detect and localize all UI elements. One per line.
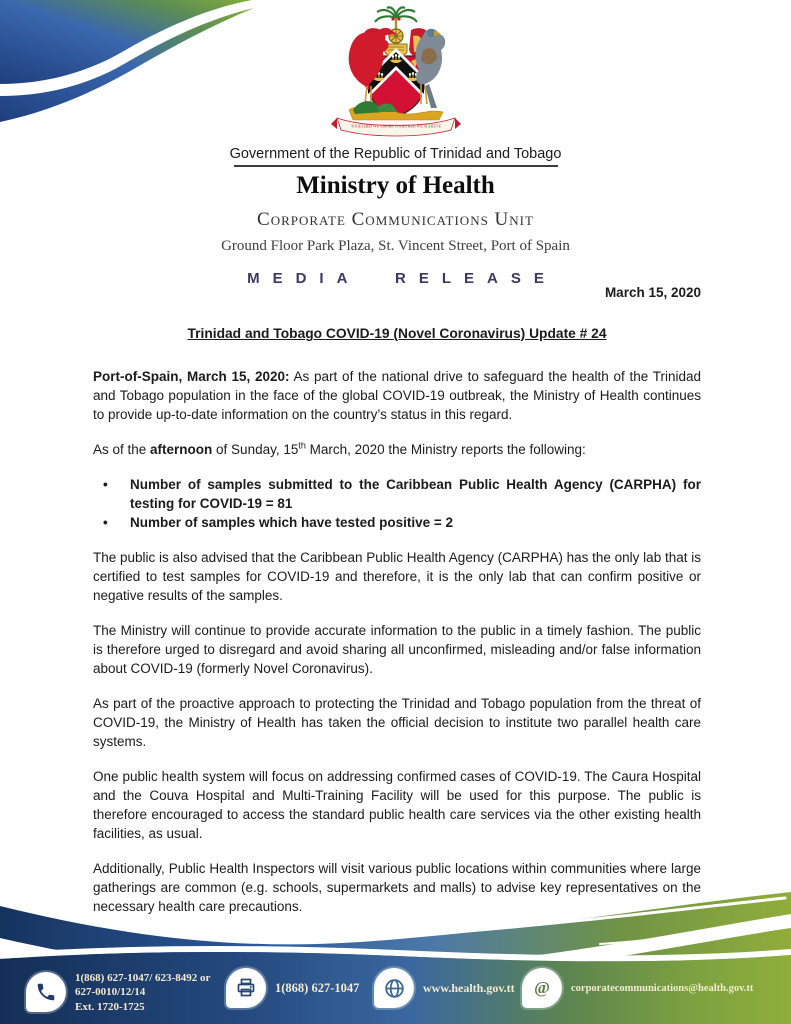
fax-number <box>275 981 359 996</box>
motto-ribbon <box>331 118 461 136</box>
fax-icon <box>235 977 257 999</box>
paragraph-parallel-systems: As part of the proactive approach to protecting the Trinidad and Tobago population from the threat of COVID-19, the Ministry of Health has taken the official decision to institute two parallel health care systems. <box>93 696 701 749</box>
phone-line-2: 627-0010/12/14 <box>75 986 146 998</box>
paragraph-inspectors: Additionally, Public Health Inspectors will visit various public locations within communities where large gatherings are common (e.g. schools, supermarkets and malls) to advise key representatives on the necessary health care precautions. <box>93 861 701 914</box>
release-title: Trinidad and Tobago COVID-19 (Novel Coronavirus) Update # 24 <box>187 326 607 341</box>
paragraph-carpha-lab: The public is also advised that the Caribbean Public Health Agency (CARPHA) has the only lab that is certified to test samples for COVID-19 and therefore, it is the only lab that can confirm positive or negative results of the samples. <box>93 550 701 603</box>
masthead-divider <box>234 165 558 167</box>
globe-icon <box>383 977 406 1000</box>
fax-badge <box>226 968 266 1008</box>
motto-text: TOGETHER WE ASPIRE TOGETHER WE ACHIEVE <box>350 123 441 129</box>
asof-text-3: March, 2020 the Ministry reports the following: <box>305 442 586 457</box>
asof-bold: afternoon <box>150 442 213 457</box>
contact-fax <box>226 968 359 1008</box>
phone-numbers <box>75 971 210 1015</box>
svg-text:@: @ <box>534 978 550 997</box>
dateline-bold: Port-of-Spain, March 15, 2020: <box>93 369 290 384</box>
asof-text-1: As of the <box>93 442 151 457</box>
contact-website <box>374 968 515 1008</box>
phone-line-1: 1(868) 627-1047/ 623-8492 or <box>75 971 211 984</box>
stats-bullet-list <box>93 475 701 532</box>
website-line: www.health.gov.tt <box>423 980 515 995</box>
media-release-heading: MEDIA RELEASE <box>247 270 557 287</box>
email-address[interactable] <box>571 983 753 994</box>
ordinal-superscript: th <box>298 440 306 451</box>
email-icon <box>531 977 553 999</box>
footer-contact-bar <box>0 950 791 1024</box>
masthead <box>0 6 791 287</box>
email-line: corporatecommunications@health.gov.tt <box>571 982 754 994</box>
paragraph-hospitals: One public health system will focus on addressing confirmed cases of COVID-19. The Caura Hospital and the Couva Hospital and Multi-Training Facility will be used for this purpose. The public is therefore encouraged to access the standard public health care services via the other existing health facilities, as usual. <box>93 769 701 841</box>
email-badge <box>522 968 562 1008</box>
globe-badge <box>374 968 414 1008</box>
asof-text-2: of Sunday, 15 <box>212 442 299 457</box>
address-line: Ground Floor Park Plaza, St. Vincent Street, Port of Spain <box>221 238 570 254</box>
ministry-title: Ministry of Health <box>296 172 495 199</box>
paragraph-intro-text: As part of the national drive to safeguard the health of the Trinidad and Tobago population in the face of the global COVID-19 outbreak, the Ministry of Health continues to provide up-to-date information on the country’s status in this regard. <box>93 369 701 422</box>
paragraph-intro <box>93 367 701 424</box>
phone-icon <box>35 981 57 1003</box>
phone-line-3: Ext. 1720-1725 <box>75 1000 145 1013</box>
website-url[interactable] <box>423 981 515 996</box>
fax-line-1: 1(868) 627-1047 <box>275 980 360 995</box>
government-line: Government of the Republic of Trinidad and Tobago <box>229 146 562 162</box>
bullet-samples-positive: • Number of samples which have tested positive = 2 <box>130 513 701 532</box>
contact-phone <box>26 971 210 1015</box>
contact-email <box>522 968 753 1008</box>
paragraph-asof <box>93 440 701 459</box>
release-date: March 15, 2020 <box>604 285 701 300</box>
phone-badge <box>26 972 66 1012</box>
document-body <box>93 283 701 932</box>
paragraph-accurate-info: The Ministry will continue to provide accurate information to the public in a timely fashion. The public is therefore urged to disregard and avoid sharing all unconfirmed, misleading and/or false information about COVID-19 (formerly Novel Coronavirus). <box>93 623 701 676</box>
unit-line: Corporate Communications Unit <box>257 209 534 230</box>
bullet-samples-submitted: • Number of samples submitted to the Caribbean Public Health Agency (CARPHA) for testing for COVID-19 = 81 <box>130 475 701 513</box>
coat-of-arms <box>321 6 471 140</box>
